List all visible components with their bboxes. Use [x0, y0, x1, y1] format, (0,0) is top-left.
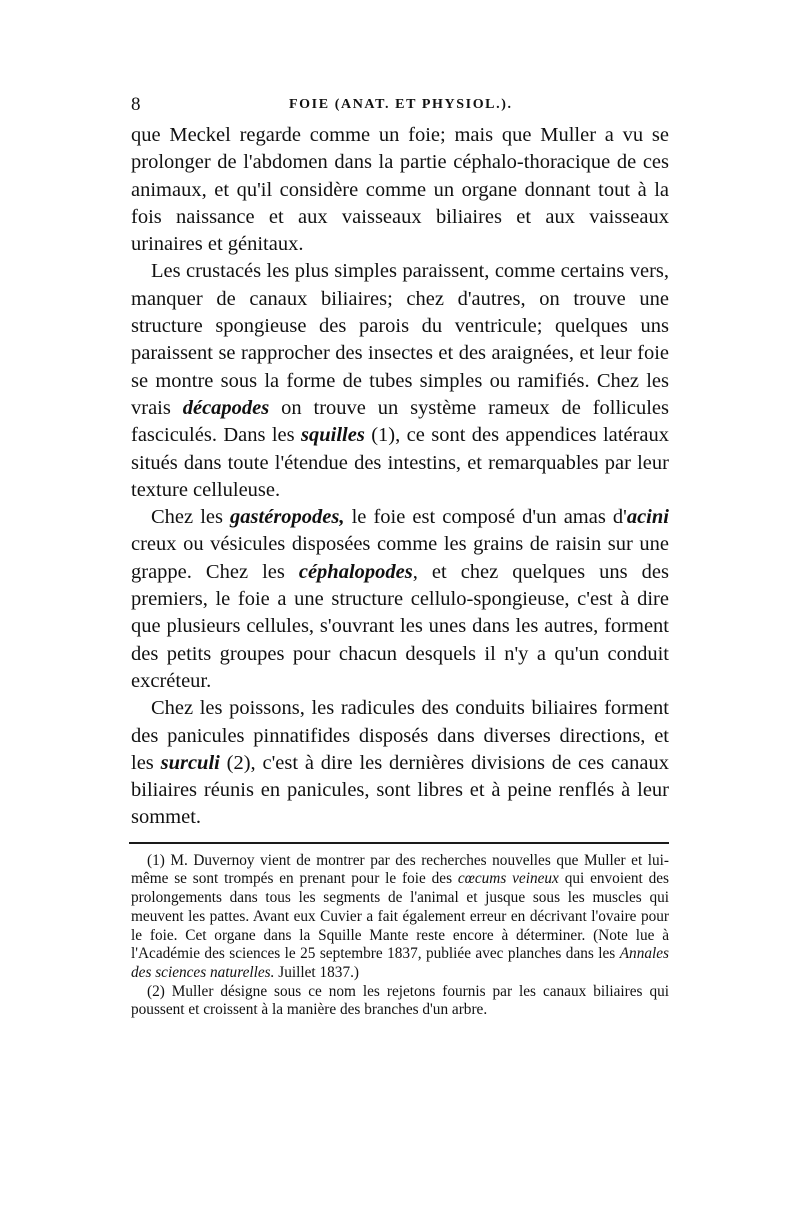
text-run: que Meckel regarde comme un foie; mais que Muller a vu se prolonger de l'abdomen dans la partie céphalo-thoracique de ces animaux, et qu'il considère comme un organe donnant tout à la fois naissance et aux vaisseaux biliaires et aux vaisseaux urinaires et génitaux. — [131, 124, 669, 256]
body-paragraph — [131, 504, 669, 695]
italic-term: cœcums veineux — [457, 870, 559, 888]
body-paragraph — [131, 122, 669, 258]
text-run: (2), c'est à dire les dernières divisions de ces canaux biliaires réunis en panicules, sont libres et à peine renflés à leur sommet. — [131, 751, 669, 829]
italic-term: gastéropodes, — [230, 506, 345, 529]
footnote-rule — [129, 842, 669, 844]
body-paragraph — [131, 695, 669, 831]
page-number: 8 — [131, 94, 142, 115]
footnotes — [131, 852, 669, 1020]
italic-term: décapodes — [182, 396, 270, 419]
text-run: le foie est composé d'un amas d' — [344, 506, 627, 529]
footnote — [131, 852, 669, 983]
italic-term: surculi — [160, 751, 220, 774]
text-run: creux ou vésicules disposées comme les grains de raisin sur une grappe. Chez les — [131, 533, 669, 583]
text-run: (2) Muller désigne sous ce nom les rejetons fournis par les canaux biliaires qui poussent et croissent à la manière des branches d'un arbre. — [131, 982, 669, 1019]
italic-term: acini — [626, 506, 669, 529]
text-run: Les crustacés les plus simples paraissent, comme certains vers, manquer de canaux biliaires; chez d'autres, on trouve une structure spongieuse des parois du ventricule; quelques uns paraissent se rapprocher des insectes et des araignées, et leur foie se montre sous la forme de tubes simples ou ramifiés. Chez les vrais — [131, 260, 669, 419]
text-run: (1), ce sont des appendices latéraux situés dans toute l'étendue des intestins, et remarquables par leur texture celluleuse. — [131, 424, 669, 501]
running-head — [131, 92, 669, 122]
italic-term: céphalopodes — [298, 560, 413, 583]
text-run: qui envoient des prolongements dans tous les segments de l'animal et jusque sous les muscles qui meuvent les pattes. Avant eux Cuvier a fait également erreur en décrivant l'ovaire pour le foie. Cet organe dans la Squille Mante reste encore à déterminer. (Note lue à l'Académie des sciences le 25 septembre 1837, publiée avec planches dans les — [131, 870, 669, 963]
body-paragraph — [131, 258, 669, 504]
italic-term: squilles — [301, 424, 365, 447]
running-head-title: FOIE (ANAT. ET PHYSIOL.). — [289, 97, 513, 112]
text-run: Chez les — [151, 506, 231, 529]
italic-term: Annales des sciences naturelles. — [131, 945, 669, 981]
text-run: (1) M. Duvernoy vient de montrer par des recherches nouvelles que Muller et lui-même se sont trompés en prenant pour le foie des — [131, 851, 669, 888]
book-page — [131, 92, 669, 1020]
body-text — [131, 122, 669, 832]
footnote — [131, 983, 669, 1020]
text-run: on trouve un système rameux de follicules fasciculés. Dans les — [131, 396, 669, 447]
text-run: , et chez quelques uns des premiers, le foie a une structure cellulo-spongieuse, c'est à dire que plusieurs cellules, s'ouvrant les unes dans les autres, forment des petits groupes pour chacun desquels il n'y a qu'un conduit excréteur. — [131, 560, 669, 692]
text-run: Chez les poissons, les radicules des conduits biliaires forment des panicules pinnatifides disposés dans diverses directions, et les — [131, 697, 669, 774]
text-run: Juillet 1837.) — [274, 963, 360, 981]
